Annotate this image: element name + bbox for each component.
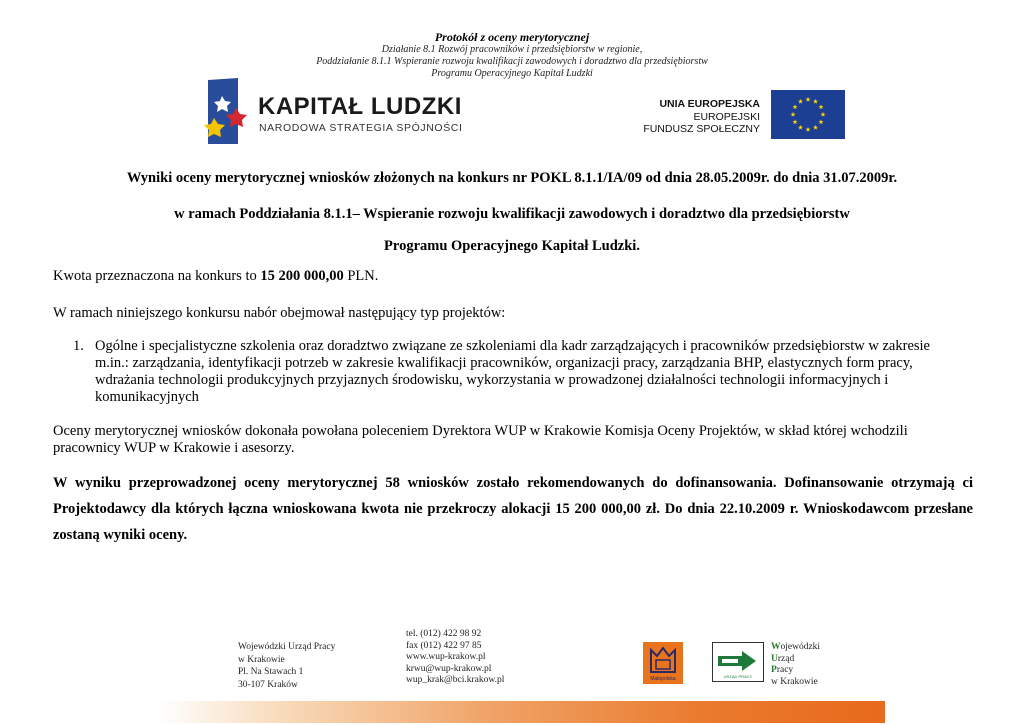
address-line-2: w Krakowie — [238, 654, 285, 665]
kapital-ludzki-emblem-icon — [200, 78, 256, 144]
list-item: Ogólne i specjalistyczne szkolenia oraz doradztwo związane ze szkoleniami dla kadr zarządzających i pracowników przedsiębiorstw w zakresie m.in.: zarządzania, identyfikacji potrzeb w zakresie kwalifikacji pracowników, organizacji pracy, zarządzania BHP, elastycznych form pracy, wdrażania technologii produkcyjnych przyjaznych środowisku, wykorzystania w prowadzonej działalności technologii informacyjnych i komunikacyjnych — [95, 338, 930, 405]
header-line-2: Poddziałanie 8.1.1 Wspieranie rozwoju kwalifikacji zawodowych i doradztwo dla przedsiębiorstw — [316, 56, 708, 67]
project-type-intro: W ramach niniejszego konkursu nabór obejmował następujący typ projektów: — [53, 305, 506, 321]
list-number: 1. — [73, 338, 84, 354]
budget-prefix: Kwota przeznaczona na konkurs to — [53, 268, 261, 284]
website-link[interactable]: www.wup-krakow.pl — [406, 652, 486, 662]
fax: fax (012) 422 97 85 — [406, 640, 482, 651]
header-line-3: Programu Operacyjnego Kapitał Ludzki — [431, 68, 593, 79]
wup-line-1-rest: ojewódzki — [780, 642, 821, 652]
wup-line-2: Urząd — [771, 653, 795, 664]
email-link-2[interactable]: wup_krak@bci.krakow.pl — [406, 675, 505, 685]
kapital-ludzki-name: KAPITAŁ LUDZKI — [258, 93, 462, 120]
kapital-ludzki-subtitle: NARODOWA STRATEGIA SPÓJNOŚCI — [259, 122, 463, 134]
results-subtitle: w ramach Poddziałania 8.1.1– Wspieranie rozwoju kwalifikacji zawodowych i doradztwo dla przedsiębiorstw — [174, 206, 850, 222]
results-title: Wyniki oceny merytorycznej wniosków złożonych na konkurs nr POKL 8.1.1/IA/09 od dnia 28.05.2009r. do dnia 31.07.2009r. — [126, 170, 898, 186]
wup-line-2-rest: rząd — [777, 653, 795, 664]
wup-line-4: w Krakowie — [771, 676, 818, 687]
email-link-1[interactable]: krwu@wup-krakow.pl — [406, 663, 492, 674]
wup-line-1: Wojewódzki — [771, 642, 821, 652]
results-program: Programu Operacyjnego Kapitał Ludzki. — [384, 238, 640, 254]
malopolska-label: Małopolska — [650, 676, 676, 682]
project-type-list — [73, 338, 953, 406]
footer-address — [238, 641, 335, 691]
eu-label-line-2: EUROPEJSKI — [693, 110, 760, 123]
budget-suffix: PLN. — [343, 268, 379, 284]
urzad-pracy-logo-icon — [712, 642, 764, 682]
kapital-ludzki-logo — [200, 78, 463, 144]
footer-contact — [406, 629, 504, 687]
budget-line — [53, 268, 378, 285]
eu-label-line-1: UNIA EUROPEJSKA — [659, 98, 760, 110]
eu-label-line-3: FUNDUSZ SPOŁECZNY — [643, 123, 760, 135]
address-line-4: 30-107 Kraków — [238, 679, 298, 690]
wup-name — [771, 642, 820, 688]
eu-fund-label — [640, 98, 760, 136]
evaluation-committee-paragraph: Oceny merytorycznej wniosków dokonała powołana poleceniem Dyrektora WUP w Krakowie Komisja Oceny Projektów, w skład której wchodzili pracownicy WUP w Krakowie i asesorzy. — [53, 423, 908, 456]
urzad-pracy-label: URZĄD PRACY — [723, 674, 753, 679]
protocol-title: Protokół z oceny merytorycznej — [434, 30, 590, 44]
wup-line-3-rest: racy — [776, 665, 794, 675]
wup-line-3: Pracy — [771, 665, 794, 675]
budget-amount: 15 200 000,00 — [260, 268, 344, 284]
phone: tel. (012) 422 98 92 — [406, 629, 482, 639]
malopolska-logo-icon — [643, 642, 683, 684]
results-summary-paragraph: W wyniku przeprowadzonej oceny merytorycznej 58 wniosków zostało rekomendowanych do dofinansowania. Dofinansowanie otrzymają ci Projektodawcy dla których łączna wnioskowana kwota nie przekroczy alokacji 15 200 000,00 zł. Do dnia 22.10.2009 r. Wnioskodawcom przesłane zostaną wyniki oceny. — [53, 475, 973, 543]
footer-orange-bar — [157, 701, 885, 723]
address-line-1: Wojewódzki Urząd Pracy — [238, 642, 336, 652]
header-line-1: Działanie 8.1 Rozwój pracowników i przedsiębiorstw w regionie, — [381, 44, 643, 55]
address-line-3: Pl. Na Stawach 1 — [238, 667, 304, 677]
eu-flag-icon — [771, 90, 845, 139]
